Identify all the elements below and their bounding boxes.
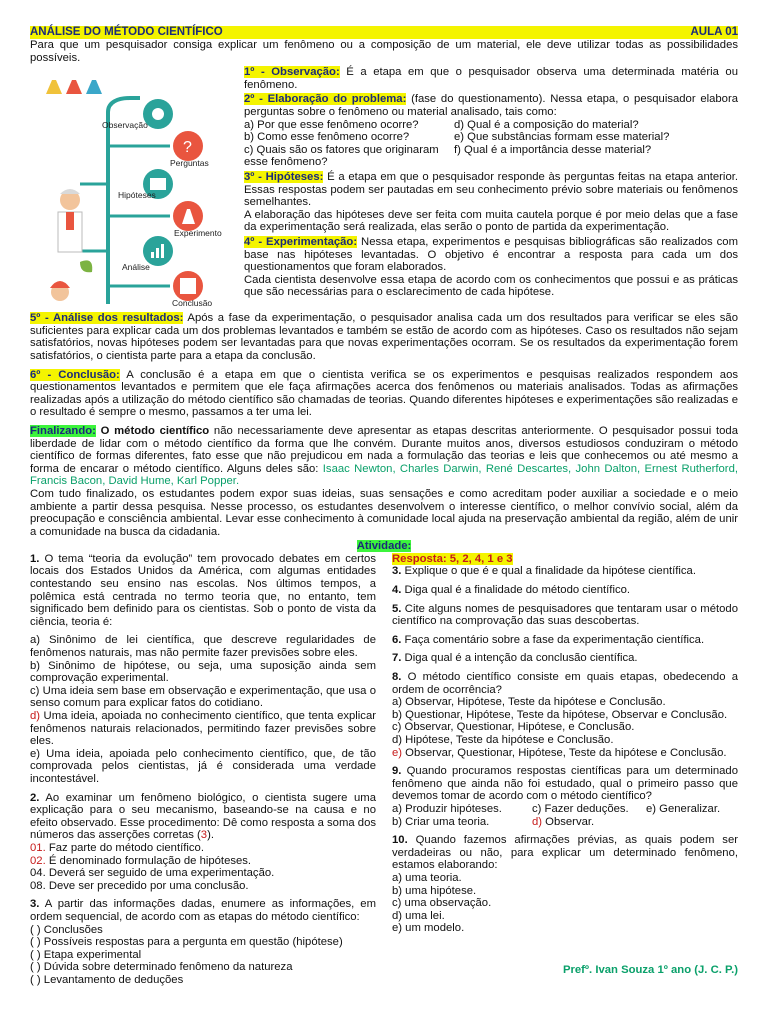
option-c: c) Uma ideia sem base em observação e experimentação, que usa o senso comum para explicar fatos do cotidiano. [30,684,376,710]
questions-circle [173,131,203,161]
assertion-01-text: Faz parte do método científico. [45,841,204,854]
activity-right-column [392,553,738,987]
step-4-text: Nessa etapa, experimentos e pesquisas bibliográficas são realizados com base nas hipóteses levantadas. O objetivo é encontrar a resposta para cada um dos questionamentos que foram elaborados. [244,235,738,274]
question-item: c) Quais são os fatores que originaram esse fenômeno? [244,143,439,169]
option-d: d) uma lei. [392,909,445,922]
steps-column [244,66,738,310]
question-r9 [392,765,738,803]
options-row-1 [392,803,738,816]
question-r5 [392,603,738,628]
question-2-number: 2. [30,791,40,804]
step-3 [244,171,738,209]
experiment-circle [173,201,203,231]
step-2-title: 2º - Elaboração do problema: [244,93,407,106]
flask-icons [46,80,102,94]
question-r4-number: 4. [392,584,402,597]
question-item: b) Como esse fenômeno ocorre? [244,131,410,144]
doc-title: ANÁLISE DO MÉTODO CIENTÍFICO [30,26,223,38]
step-3-text-2: A elaboração das hipóteses deve ser feita com muita cautela porque é por meio delas que a fase da experimentação será realizada, elas serão o ponto de partida da experimentação. [244,208,738,234]
option-e-text: Observar, Questionar, Hipótese, Teste da hipótese e Conclusão. [402,746,727,759]
option-b: b) Criar uma teoria. [392,815,490,828]
final-text: não necessariamente deve apresentar as etapas descritas anteriormente. O pesquisador possui toda liberdade de lidar com o método científico da forma que lhe convém. Durante muitos anos, diversos estudiosos conduziram o método científico de formas diferentes, fato esse que não prejudicou em nada a formulação das teorias e leis que conhecemos ou até mesmo a forma de encarar o método científico. Alguns deles são: [30,424,738,475]
activity-left-column [30,553,376,987]
scientist-figure-1 [58,189,82,252]
assertion-02 [30,855,376,868]
assertion-08: 08. Deve ser precedido por uma conclusão. [30,879,249,892]
assertion-02-number: 02. [30,854,46,867]
label-hypotheses: Hipóteses [118,190,156,201]
assertion-02-text: É denominado formulação de hipóteses. [45,854,252,867]
answer-key: Resposta: 5, 2, 4, 1 e 3 [392,552,513,565]
question-r4-text: Diga qual é a finalidade do método científico. [401,584,631,597]
question-r8-number: 8. [392,671,402,684]
final-paragraph [30,425,738,488]
question-3-text: A partir das informações dadas, enumere as informações, em ordem sequencial, de acordo com as etapas do método científico: [30,898,376,923]
final-paragraph-2: Com tudo finalizado, os estudantes podem expor suas ideias, suas sensações e como acreditam poder auxiliar a sociedade e o meio ambiente a partir dessa pesquisa. Nesse processo, os estudantes desenvolvem o interesse científico, o melhor convívio social, além da preocupação e consciência ambiental. Levar esse conhecimento à comunidade local ajuda na preservação ambiental da região, além de unir a comunidade na busca da cidadania. [30,487,738,538]
question-2-text: Ao examinar um fenômeno biológico, o cientista sugere uma explicação para o seu mecanismo, baseando-se na causa e no efeito observado. Esse procedimento: Dê como resposta a soma dos números das asserções corretas ( [30,791,376,842]
option-a: a) uma teoria. [392,871,462,884]
sequence-item: ( ) Dúvida sobre determinado fenômeno da natureza [30,961,293,974]
option-a: a) Produzir hipóteses. [392,802,502,815]
option-d-text: Observar. [542,815,595,828]
option-b: b) Questionar, Hipótese, Teste da hipótese, Observar e Conclusão. [392,708,728,721]
question-r6 [392,634,738,647]
step-4 [244,236,738,274]
option-d-text: Uma ideia, apoiada no conhecimento científico, que tenta explicar fenômenos naturais relacionados, permitindo fazer previsões sobre eles. [30,710,376,748]
step-1 [244,66,738,91]
step-1-text: É a etapa em que o pesquisador observa uma determinada matéria ou fenômeno. [244,66,738,91]
options-row-2 [392,816,738,829]
sequence-item: ( ) Levantamento de deduções [30,973,184,986]
question-3 [30,898,376,923]
question-r8-options [392,696,738,759]
leaf-icon [80,261,92,273]
option-a: a) Observar, Hipótese, Teste da hipótese e Conclusão. [392,696,666,709]
assertion-01-number: 01. [30,841,46,854]
document-page [30,26,738,986]
step-2-questions [244,119,738,169]
question-r8-text: O método científico consiste em quais etapas, obedecendo a ordem de ocorrência? [392,671,738,696]
question-r5-number: 5. [392,602,402,615]
activity-title-row [30,540,738,553]
scientist-figure-2 [50,281,70,301]
option-e-letter: e) [392,746,403,759]
question-item: d) Qual é a composição do material? [454,118,639,131]
option-d-letter: d) [30,710,41,722]
question-r7-text: Diga qual é a intenção da conclusão científica. [401,652,638,665]
step-5 [30,312,738,362]
activity-title: Atividade: [356,540,412,553]
option-d [30,710,376,748]
option-d: d) Hipótese, Teste da hipótese e Conclusão. [392,734,614,746]
option-b: b) Sinônimo de hipótese, ou seja, uma suposição ainda sem comprovação experimental. [30,659,376,685]
question-r4 [392,584,738,597]
question-r6-number: 6. [392,633,402,646]
question-r10-number: 10. [392,834,408,847]
option-b: b) uma hipótese. [392,884,477,897]
answer-row [392,553,738,566]
step-4-title: 4º - Experimentação: [244,235,358,248]
question-3-number: 3. [30,898,40,911]
scientific-method-illustration [30,66,240,310]
question-r9-text: Quando procuramos respostas científicas para um determinado fenômeno que ainda não foi estudado, qual o primeiro passo que devemos tomar de acordo com o método científico? [392,765,738,803]
question-2-options [30,842,376,892]
step-5-title: 5º - Análise dos resultados: [30,312,184,325]
question-r7 [392,652,738,665]
label-observation: Observação [102,120,148,131]
question-r9-number: 9. [392,765,402,778]
label-analysis: Análise [122,262,150,273]
question-r9-options [392,803,738,828]
teacher-signature: Prefº. Ivan Souza 1º ano (J. C. P.) [562,964,738,976]
question-r6-text: Faça comentário sobre a fase da experimentação científica. [401,633,705,646]
sequence-item: ( ) Etapa experimental [30,948,142,961]
question-r3-number: 3. [392,565,402,578]
step-5-text: Após a fase da experimentação, o pesquisador analisa cada um dos resultados para verificar se eles são suficientes para explicar cada um dos problemas levantados e também se estão de acordo com as hipóteses. Caso os resultados não sejam satisfatórios, novas hipóteses podem ser levantadas para que novas experimentações ocorram. Se os resultados da experimentação forem satisfatórios, o cientista parte para a etapa da conclusão. [30,312,738,362]
conclusion-circle [173,271,203,301]
step-2-text: (fase do questionamento). Nessa etapa, o pesquisador elabora perguntas sobre o fenômeno ou material analisado, tais como: [244,93,739,118]
option-c: c) uma observação. [392,897,492,910]
question-r10-options [392,872,738,935]
option-e: e) Uma ideia, apoiada pelo conhecimento científico, que, de tão comprovada pelos cientistas, já é considerada uma verdade incontestável. [30,747,376,785]
assertion-01 [30,842,376,855]
question-3-items [30,924,376,987]
label-experiment: Experimento [174,228,222,239]
method-diagram [30,66,240,310]
activity-columns [30,553,738,987]
question-item: f) Qual é a importância desse material? [454,143,652,156]
step-3-text: É a etapa em que o pesquisador responde às perguntas feitas na etapa anterior. Essas respostas podem ser pautadas em seu conhecimento prévio sobre materiais ou fenômenos semelhantes. [244,170,739,209]
question-1 [30,553,376,629]
step-6 [30,369,738,419]
step-4-text-2: Cada cientista desenvolve essa etapa de acordo com os conhecimentos que possui e as práticas que são necessárias para o esclarecimento de cada hipótese. [244,273,738,299]
step-2 [244,93,738,118]
sequence-item: ( ) Possíveis respostas para a pergunta em questão (hipótese) [30,936,343,949]
label-questions: Perguntas [170,158,209,169]
question-r8 [392,671,738,696]
scientist-names: Isaac Newton, Charles Darwin, René Descartes, John Dalton, Ernest Rutherford, Francis Bacon, David Hume, Karl Popper. [30,462,738,488]
question-2 [30,792,376,842]
question-1-number: 1. [30,552,40,565]
question-2-end: ). [207,829,214,842]
question-r10 [392,834,738,872]
assertion-04: 04. Deverá ser seguido de uma experimentação. [30,867,275,880]
step-6-title: 6º - Conclusão: [30,368,120,381]
question-item: a) Por que esse fenômeno ocorre? [244,118,419,131]
option-c: c) Observar, Questionar, Hipótese, e Conclusão. [392,721,635,734]
final-bold-term: O método científico [95,424,210,437]
step-3-title: 3º - Hipóteses: [244,170,324,183]
header-bar [30,26,738,39]
question-r3-text: Explique o que é e qual a finalidade da hipótese científica. [401,565,696,578]
step-1-title: 1º - Observação: [244,66,340,79]
final-title: Finalizando: [30,424,96,437]
question-r10-text: Quando fazemos afirmações prévias, as quais podem ser verdadeiras ou não, para explicar um determinado fenômeno, estamos elaborando: [392,834,738,872]
question-1-text: O tema “teoria da evolução” tem provocado debates em certos locais dos Estados Unidos da América, com algumas entidades contestando seu ensino nas escolas. Nos últimos tempos, a polêmica está centrada no termo teoria que, no entanto, tem significado bem definido para os cientistas. Sob o ponto de vista da ciência, teoria é: [30,552,376,628]
question-1-options [30,634,376,785]
question-r5-text: Cite alguns nomes de pesquisadores que tentaram usar o método científico na comprovação das suas descobertas. [392,602,738,628]
svg-text:?: ? [183,139,192,157]
lesson-number: AULA 01 [690,26,738,38]
question-item: e) Que substâncias formam esse material? [454,131,670,144]
option-c: c) Fazer deduções. [532,802,629,815]
top-section [30,66,738,310]
option-d-letter: d) [532,815,543,828]
intro-paragraph: Para que um pesquisador consiga explicar um fenômeno ou a composição de um material, ele deve utilizar todas as possibilidades possíveis. [30,39,738,64]
sequence-item: ( ) Conclusões [30,923,103,936]
option-e [392,747,738,760]
option-e: e) um modelo. [392,922,465,935]
question-r3 [392,565,738,578]
step-6-text: A conclusão é a etapa em que o cientista verifica se os experimentos e pesquisas realizados respondem aos questionamentos levantados e permitem que ele faça afirmações acerca dos fenômenos ou materiais analisados. Todas as afirmações realizadas após a utilização do método científico são chamadas de teorias. Quando diferentes hipóteses e experimentações são realizadas e o resultado é sempre o mesmo, passamos a ter uma lei. [30,368,738,419]
question-r7-number: 7. [392,652,402,665]
option-a: a) Sinônimo de lei científica, que descreve regularidades de fenômenos naturais, mas não permite fazer previsões sobre eles. [30,634,376,660]
option-e: e) Generalizar. [646,802,721,815]
label-conclusion: Conclusão [172,298,213,309]
question-2-sum: 3 [200,829,208,842]
